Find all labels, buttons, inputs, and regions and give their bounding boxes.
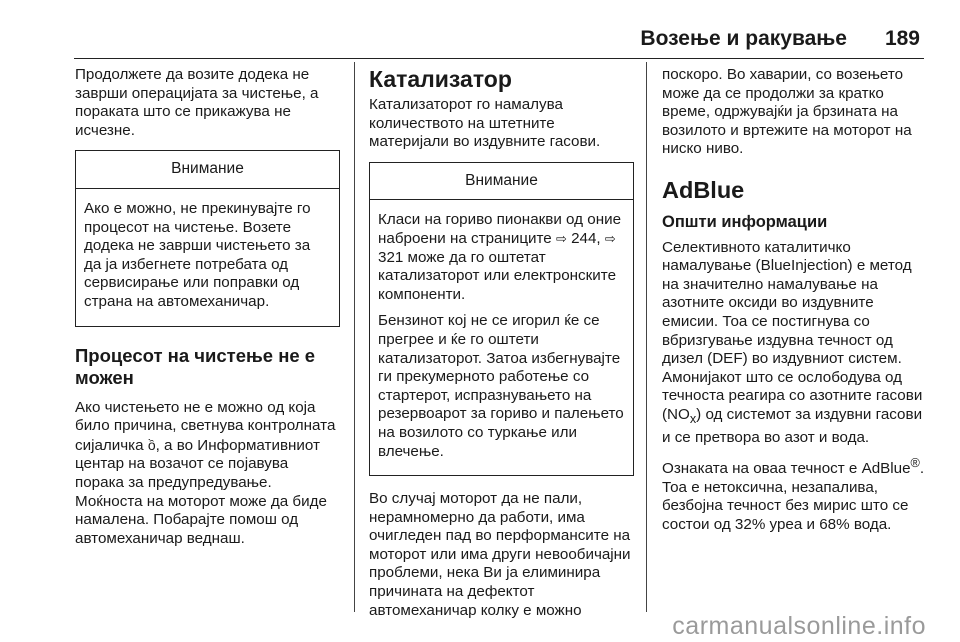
paragraph: Ознаката на оваа течност е AdBlue®. Тоа е нетоксична, незапалива, безбојна течност без мирис што се состои од 32% уреа и 68% вода. bbox=[662, 456, 925, 533]
column-3 bbox=[662, 66, 930, 542]
column-divider-2 bbox=[646, 62, 647, 612]
caution-text: Ако е можно, не прекинувајте го процесот на чистење. Возете додека не заврши чистењето за да ја избегнете потребата од сервисирање или поправки од страна на автомеханичар. bbox=[84, 199, 311, 310]
page-reference-icon: ⇨ bbox=[555, 230, 567, 246]
caution-title: Внимание bbox=[370, 163, 633, 201]
paragraph: Во случај моторот да не пали, нерамномерно да работи, има очигледен пад во перформансите на моторот или има други невообичајни проблеми, нека Ви ја елиминира причината на дефектот автомеханичар колку е можно bbox=[369, 490, 631, 619]
page-number: 189 bbox=[884, 27, 920, 50]
section-title: Катализатор bbox=[369, 66, 512, 92]
exhaust-filter-lamp-icon: ồ bbox=[147, 436, 156, 453]
caution-text: Бензинот кој не се игорил ќе се прегрее и ќе го оштети катализаторот. Затоа избегнувајте ги прекумерното работење со стартерот, испразнувањето на резервоарот за гориво и палењето на возилото со туркање или влечење. bbox=[378, 312, 624, 460]
caution-box bbox=[369, 162, 634, 476]
paragraph: Продолжете да возите додека не заврши операцијата за чистење, а пораката што се прикажува не исчезне. bbox=[75, 66, 319, 139]
paragraph: Селективното каталитичко намалување (BlueInjection) е метод на значително намалување на азотните оксиди во издувните емисии. Тоа се постигнува со вбризгување издувна течност од дизел (DEF) во издувниот систем. Амонијакот што се ослободува од течноста реагира со азотните гасови $(NO_x)$ од системот за издувни гасови и се претвора во азот и вода. bbox=[662, 238, 923, 446]
caution-text: Класи на гориво пионакви од оние наброени на страниците ⇨ 244, ⇨ 321 може да го оштетат катализаторот или електронските компоненти. bbox=[378, 211, 622, 303]
subsection-title: Општи информации bbox=[662, 212, 828, 231]
page-reference-icon: ⇨ bbox=[604, 230, 616, 246]
caution-body bbox=[76, 189, 339, 326]
column-1 bbox=[75, 66, 340, 555]
caution-title: Внимание bbox=[76, 151, 339, 189]
header-divider bbox=[74, 58, 924, 59]
page-header bbox=[0, 0, 960, 60]
paragraph: Ако чистењето не е можно од која било причина, светнува контролната сијаличка ồ, а во Информативниот центар на возачот се појавува порака за предупредување. Моќноста на моторот може да биде намалена. Побарајте помош од автомеханичар веднаш. bbox=[75, 398, 336, 547]
section-title: AdBlue bbox=[662, 176, 745, 203]
watermark: carmanualsonline.info bbox=[672, 612, 926, 640]
caution-body bbox=[370, 200, 633, 475]
paragraph: поскоро. Во хаварии, со возењето може да се продолжи за кратко време, одржувајќи ја брзината на возилото и вртежите на моторот на ниско ниво. bbox=[662, 66, 912, 158]
column-divider-1 bbox=[354, 62, 355, 612]
caution-box bbox=[75, 150, 340, 326]
column-2 bbox=[369, 66, 634, 627]
section-heading: Процесот на чистење не е можен bbox=[75, 344, 316, 388]
paragraph: Катализаторот го намалува количеството на штетните материјали во издувните гасови. bbox=[369, 96, 601, 151]
chapter-title: Возење и ракување bbox=[640, 27, 847, 50]
